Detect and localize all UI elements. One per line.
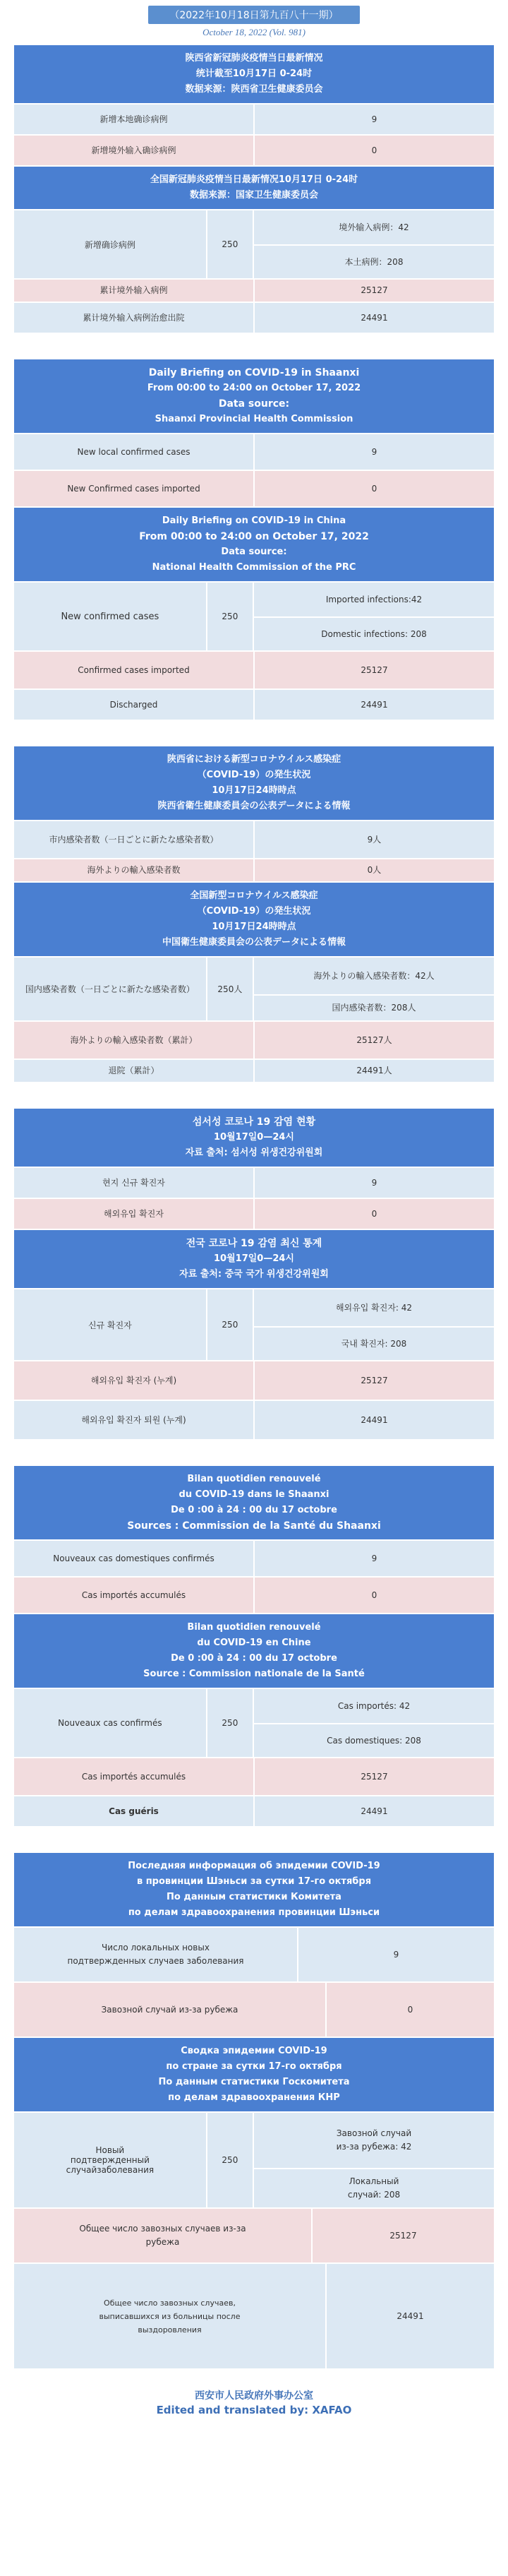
row-value: 24491 — [361, 1806, 388, 1816]
table-row — [14, 303, 494, 334]
row-label: Завозной случай из-за рубежа — [14, 1983, 327, 2037]
section-chinese — [14, 45, 494, 334]
row-value: 9人 — [367, 834, 382, 845]
confirmed-total: 250 — [222, 2155, 238, 2165]
row-label: Число локальных новых подтвержденных случаев заболевания — [14, 1928, 298, 1981]
confirmed-label: New confirmed cases — [14, 583, 207, 650]
row-value: 24491 — [361, 312, 388, 323]
row-label: Общее число завозных случаев из-за рубежа — [14, 2209, 313, 2262]
issue-number: （2022年10月18日第九百八十一期） — [148, 6, 360, 24]
row-value: 0 — [371, 1208, 377, 1219]
section-russian — [14, 1853, 494, 2370]
local-header-ru — [14, 1853, 494, 1928]
row-label: 현지 신규 확진자 — [14, 1168, 255, 1198]
table-row — [14, 1022, 494, 1060]
domestic-count: 国内感染者数：208人 — [254, 994, 494, 1020]
imported-count: Завозной случай из-за рубежа: 42 — [336, 2128, 412, 2152]
imported-count: Cas importés: 42 — [337, 1700, 411, 1711]
row-value: 24491 — [397, 2310, 424, 2321]
national-source: Source : Commission nationale de la Santé — [143, 1669, 365, 1679]
table-row — [14, 280, 494, 303]
row-label: 累计境外输入病例 — [14, 280, 255, 302]
local-source-heading: Data source: — [218, 398, 290, 410]
row-value: 0 — [371, 1590, 377, 1600]
table-row — [14, 1983, 494, 2038]
local-title: 陕西省における新型コロナウイルス感染症 — [167, 754, 341, 765]
row-value: 25127 — [389, 2230, 417, 2241]
national-title: Daily Briefing on COVID-19 in China — [162, 515, 346, 526]
national-header-en — [14, 508, 494, 583]
row-value: 0 — [371, 145, 377, 155]
national-source-heading: Data source: — [221, 547, 287, 557]
row-label: 累计境外输入病例治愈出院 — [14, 303, 255, 333]
row-value: 0人 — [367, 865, 382, 875]
local-header-ko — [14, 1109, 494, 1168]
local-title: 陕西省新冠肺炎疫情当日最新情况 — [185, 53, 323, 64]
national-title: Bilan quotidien renouvelé — [187, 1622, 321, 1633]
national-source: 자료 출처: 중국 국가 위생건강위원회 — [179, 1269, 329, 1280]
row-label: Cas importés accumulés — [14, 1758, 255, 1795]
local-time: 统计截至10月17日 0-24时 — [195, 68, 313, 79]
national-time: 10月17日24時時点 — [212, 922, 296, 932]
national-title-line2: （COVID-19）の発生状況 — [197, 906, 311, 917]
national-time: From 00:00 to 24:00 on October 17, 2022 — [139, 531, 369, 542]
table-row — [14, 583, 494, 652]
domestic-count: Локальный случай: 208 — [254, 2168, 494, 2207]
domestic-count: Domestic infections: 208 — [254, 616, 494, 650]
local-source: Sources : Commission de la Santé du Shaanxi — [127, 1520, 381, 1532]
row-label: 해외유입 확진자 (누계) — [14, 1361, 255, 1400]
table-row — [14, 652, 494, 690]
national-header-ru — [14, 2038, 494, 2113]
imported-count: 境外输入病例：42 — [339, 222, 409, 232]
row-value: 24491 — [361, 1414, 388, 1425]
row-label: 해외유입 확진자 퇴원 (누계) — [14, 1401, 255, 1439]
national-header-fr — [14, 1614, 494, 1689]
local-source: по делам здравоохранения провинции Шэньси — [128, 1907, 380, 1918]
confirmed-total: 250 — [222, 239, 238, 249]
confirmed-label: 新增确诊病例 — [14, 210, 207, 278]
local-time: 10월17일0—24시 — [214, 1132, 294, 1143]
imported-count: Imported infections:42 — [325, 594, 423, 604]
table-row — [14, 2264, 494, 2370]
domestic-count: 국내 확진자: 208 — [254, 1326, 494, 1360]
confirmed-label: 国内感染者数（一日ごとに新たな感染者数） — [14, 958, 207, 1020]
local-title-line2: du COVID-19 dans le Shaanxi — [179, 1489, 329, 1500]
table-row — [14, 1796, 494, 1827]
local-header-fr — [14, 1466, 494, 1541]
row-label: 退院（累計） — [14, 1060, 255, 1082]
table-row — [14, 1168, 494, 1199]
table-row — [14, 958, 494, 1022]
local-source: 数据来源：陕西省卫生健康委员会 — [185, 84, 323, 95]
table-row — [14, 471, 494, 508]
table-row — [14, 1060, 494, 1083]
row-label: Cas importés accumulés — [14, 1578, 255, 1613]
row-label: 海外よりの輸入感染者数 — [14, 859, 255, 881]
row-value: 0 — [407, 2004, 413, 2015]
row-value: 24491 — [361, 699, 388, 710]
table-row — [14, 105, 494, 136]
national-source: National Health Commission of the PRC — [152, 562, 356, 573]
row-label: Cas guéris — [14, 1796, 255, 1826]
table-row — [14, 136, 494, 167]
domestic-count: Cas domestiques: 208 — [254, 1723, 494, 1757]
national-time: По данным статистики Госкомитета — [158, 2077, 350, 2087]
row-label: Confirmed cases imported — [14, 652, 255, 688]
national-title: 전국 코로나 19 감염 최신 통계 — [186, 1238, 322, 1249]
local-title: Последняя информация об эпидемии COVID-19 — [128, 1861, 380, 1871]
row-label: Nouveaux cas domestiques confirmés — [14, 1541, 255, 1576]
table-row — [14, 821, 494, 859]
row-value: 9 — [393, 1949, 399, 1960]
row-label: 新增境外输入确诊病例 — [14, 136, 255, 165]
table-row — [14, 859, 494, 883]
row-label: New Confirmed cases imported — [14, 471, 255, 506]
table-row — [14, 1758, 494, 1796]
national-header-zh — [14, 167, 494, 210]
national-title-line2: du COVID-19 en Chine — [197, 1638, 311, 1648]
imported-count: 海外よりの輸入感染者数：42人 — [313, 970, 435, 981]
row-value: 25127 — [361, 285, 388, 295]
local-time: From 00:00 to 24:00 on October 17, 2022 — [147, 383, 361, 393]
national-source: 中国衛生健康委員会の公表データによる情報 — [162, 937, 346, 948]
national-title: Сводка эпидемии COVID-19 — [181, 2046, 327, 2056]
national-header-ja — [14, 883, 494, 958]
local-title-line2: （COVID-19）の発生状況 — [197, 770, 311, 780]
local-header-en — [14, 359, 494, 434]
table-row — [14, 1928, 494, 1983]
section-japanese — [14, 746, 494, 1083]
national-title: 全国新型コロナウイルス感染症 — [190, 890, 318, 901]
table-row — [14, 2113, 494, 2209]
section-english — [14, 359, 494, 721]
local-time: По данным статистики Комитета — [167, 1892, 341, 1902]
confirmed-total: 250 — [222, 1718, 238, 1728]
section-korean — [14, 1109, 494, 1441]
section-french — [14, 1466, 494, 1827]
table-row — [14, 1578, 494, 1614]
row-value: 9 — [371, 114, 377, 124]
confirmed-total: 250 — [222, 612, 238, 621]
local-time: 10月17日24時時点 — [212, 785, 296, 796]
row-label: Общее число завозных случаев, выписавшихся из больницы после выздоровления — [14, 2264, 327, 2368]
row-value: 9 — [371, 1553, 377, 1563]
row-value: 9 — [371, 1177, 377, 1188]
imported-count: 해외유입 확진자: 42 — [335, 1302, 413, 1313]
domestic-count: 本土病例：208 — [254, 244, 494, 278]
local-time: De 0 :00 à 24 : 00 du 17 octobre — [171, 1505, 337, 1515]
row-value: 25127 — [361, 664, 388, 675]
row-label: 新增本地确诊病例 — [14, 105, 255, 134]
table-row — [14, 210, 494, 280]
national-header-ko — [14, 1230, 494, 1289]
confirmed-label: 신규 확진자 — [14, 1289, 207, 1360]
local-header-zh — [14, 45, 494, 105]
confirmed-label: Новый подтвержденный случайзаболевания — [14, 2113, 207, 2207]
local-title: Bilan quotidien renouvelé — [187, 1474, 321, 1484]
local-title: Daily Briefing on COVID-19 in Shaanxi — [148, 367, 360, 378]
national-source: 数据来源：国家卫生健康委员会 — [189, 190, 318, 201]
row-value: 0 — [371, 483, 377, 494]
footer — [14, 2388, 494, 2416]
table-row — [14, 690, 494, 721]
confirmed-label: Nouveaux cas confirmés — [14, 1689, 207, 1757]
row-value: 25127人 — [356, 1034, 392, 1045]
row-label: 市内感染者数（一日ごとに新たな感染者数） — [14, 821, 255, 858]
table-row — [14, 1401, 494, 1441]
table-row — [14, 1289, 494, 1361]
issue-date: October 18, 2022 (Vol. 981) — [202, 27, 306, 37]
footer-credit: Edited and translated by: XAFAO — [156, 2404, 352, 2416]
row-label: Discharged — [14, 690, 255, 720]
national-title-line2: по стране за сутки 17-го октября — [166, 2061, 342, 2072]
table-row — [14, 1541, 494, 1578]
local-header-ja — [14, 746, 494, 821]
footer-organization: 西安市人民政府外事办公室 — [195, 2390, 313, 2402]
table-row — [14, 434, 494, 471]
local-title: 섬서성 코로나 19 감염 현황 — [192, 1116, 316, 1128]
local-source: 陕西省衛生健康委員会の公表データによる情報 — [157, 801, 351, 811]
national-time: 10월17일0—24시 — [214, 1253, 294, 1264]
confirmed-total: 250 — [222, 1320, 238, 1330]
row-value: 25127 — [361, 1375, 388, 1385]
local-source: 자료 출처: 섬서성 위생건강위원회 — [185, 1147, 323, 1158]
national-time: De 0 :00 à 24 : 00 du 17 octobre — [171, 1653, 337, 1664]
table-row — [14, 1361, 494, 1401]
row-label: New local confirmed cases — [14, 434, 255, 470]
row-value: 9 — [371, 446, 377, 457]
local-title-line2: в провинции Шэньси за сутки 17-го октября — [136, 1876, 372, 1887]
table-row — [14, 1689, 494, 1758]
table-row — [14, 1199, 494, 1230]
local-source: Shaanxi Provincial Health Commission — [155, 414, 353, 424]
row-label: 해외유입 확진자 — [14, 1199, 255, 1229]
row-label: 海外よりの輸入感染者数（累計） — [14, 1022, 255, 1059]
national-title: 全国新冠肺炎疫情当日最新情况10月17日 0-24时 — [150, 174, 358, 185]
row-value: 25127 — [361, 1771, 388, 1782]
row-value: 24491人 — [356, 1066, 392, 1075]
confirmed-total: 250人 — [217, 984, 243, 994]
table-row — [14, 2209, 494, 2264]
national-source: по делам здравоохранения КНР — [168, 2092, 340, 2103]
